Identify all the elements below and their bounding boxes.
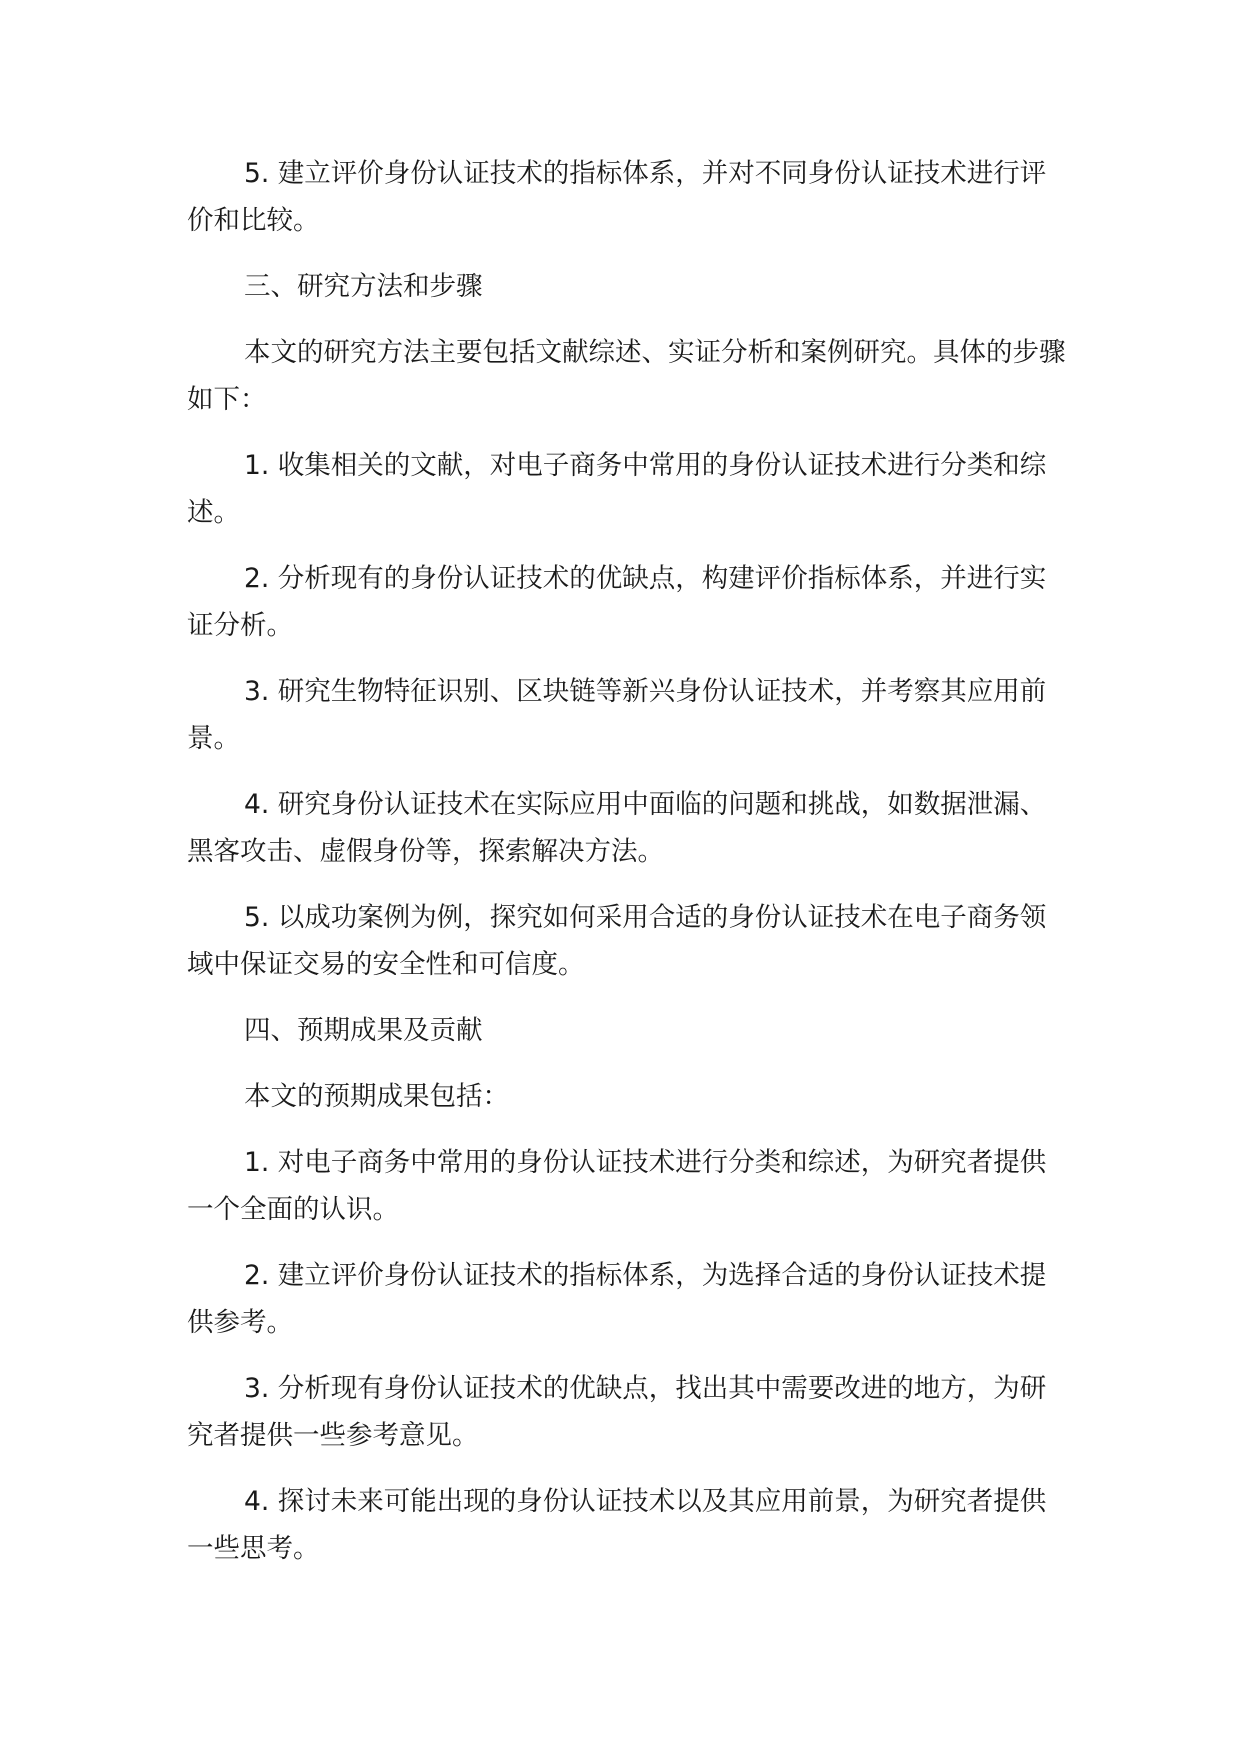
list-item-outcome-2: 2. 建立评价身份认证技术的指标体系，为选择合适的身份认证技术提供参考。 [187, 1260, 1047, 1338]
list-item-step-1: 1. 收集相关的文献，对电子商务中常用的身份认证技术进行分类和综述。 [187, 450, 1047, 528]
section-heading-outcomes: 四、预期成果及贡献 [244, 1015, 483, 1046]
list-item-step-4: 4. 研究身份认证技术在实际应用中面临的问题和挑战，如数据泄漏、黑客攻击、虚假身份等，探索解决方法。 [187, 789, 1047, 867]
list-item-step-3: 3. 研究生物特征识别、区块链等新兴身份认证技术，并考察其应用前景。 [187, 676, 1047, 754]
list-item-outcome-4: 4. 探讨未来可能出现的身份认证技术以及其应用前景，为研究者提供一些思考。 [187, 1486, 1047, 1564]
list-item-objective-5: 5. 建立评价身份认证技术的指标体系，并对不同身份认证技术进行评价和比较。 [187, 158, 1047, 236]
outcomes-intro-paragraph: 本文的预期成果包括： [244, 1081, 509, 1112]
methods-intro-paragraph: 本文的研究方法主要包括文献综述、实证分析和案例研究。具体的步骤如下： [187, 337, 1066, 415]
list-item-outcome-3: 3. 分析现有身份认证技术的优缺点，找出其中需要改进的地方，为研究者提供一些参考意见。 [187, 1373, 1047, 1451]
list-item-step-2: 2. 分析现有的身份认证技术的优缺点，构建评价指标体系，并进行实证分析。 [187, 563, 1047, 641]
list-item-outcome-1: 1. 对电子商务中常用的身份认证技术进行分类和综述，为研究者提供一个全面的认识。 [187, 1147, 1047, 1225]
document-body [187, 150, 1067, 1591]
list-item-step-5: 5. 以成功案例为例，探究如何采用合适的身份认证技术在电子商务领域中保证交易的安全性和可信度。 [187, 902, 1047, 980]
section-heading-methods: 三、研究方法和步骤 [244, 271, 483, 302]
